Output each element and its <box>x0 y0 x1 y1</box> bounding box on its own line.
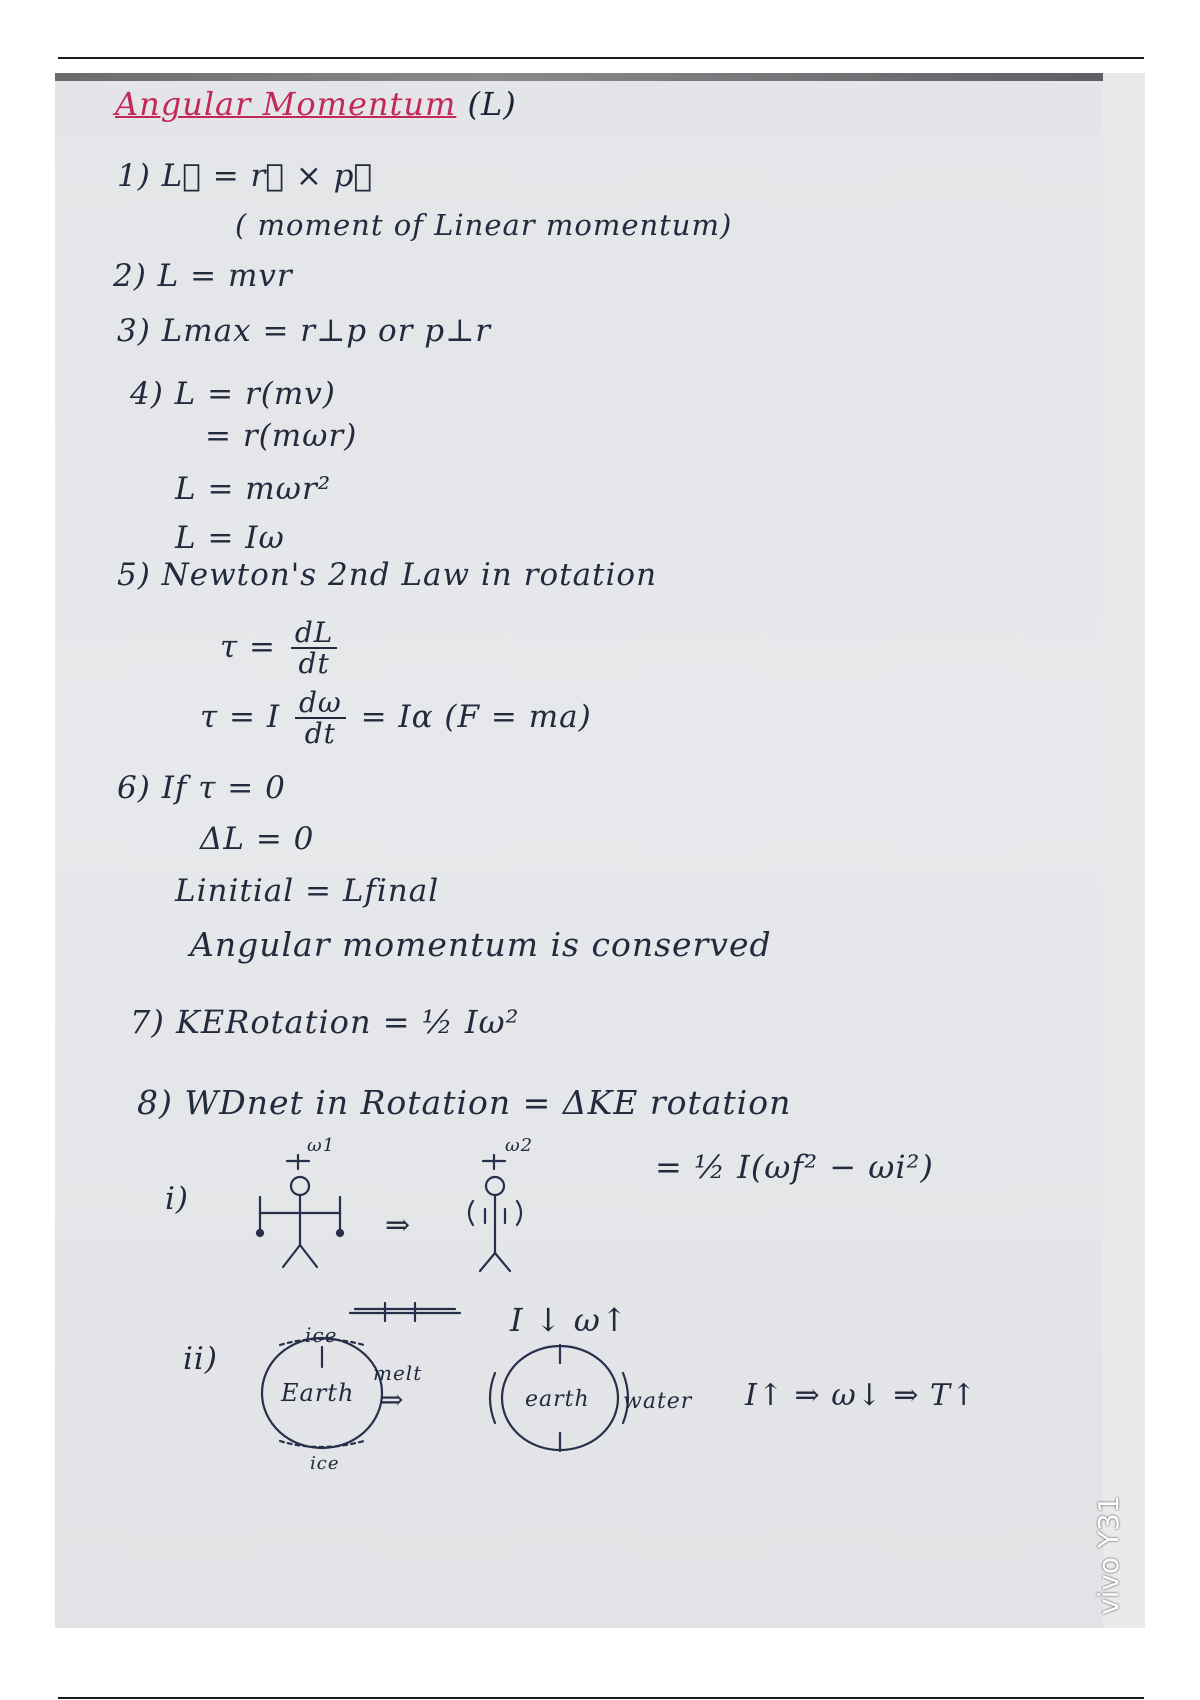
example-2-earth-1: Earth <box>281 1379 355 1407</box>
example-2-ice-top: ice <box>305 1323 338 1347</box>
item-8-expansion: = ½ I(ωf² − ωi²) <box>655 1148 934 1186</box>
item-5b-pre: τ = I <box>200 698 281 735</box>
item-8-formula: 8) WDnet in Rotation = ΔKE rotation <box>137 1083 792 1122</box>
item-5-denominator: dt <box>298 647 330 681</box>
example-1-omega2: ω2 <box>505 1135 534 1156</box>
item-4-line-a: 4) L = r(mv) <box>130 376 336 412</box>
skater-arms-out-sketch <box>257 1155 343 1267</box>
struck-out-scribble <box>350 1303 460 1321</box>
top-rule <box>58 57 1144 59</box>
example-1-result: I ↓ ω↑ <box>510 1301 629 1339</box>
item-6-conclusion: Angular momentum is conserved <box>190 925 772 964</box>
example-2-earth-2: earth <box>525 1387 590 1412</box>
item-4-line-c: L = mωr² <box>175 471 332 507</box>
item-5-heading: 5) Newton's 2nd Law in rotation <box>117 557 658 593</box>
bottom-rule <box>58 1697 1144 1699</box>
item-7-formula: 7) KERotation = ½ Iω² <box>130 1003 520 1041</box>
item-1-note: ( moment of Linear momentum) <box>235 208 733 242</box>
item-4-line-b: = r(mωr) <box>205 418 358 454</box>
skater-arms-in-sketch <box>469 1155 521 1271</box>
example-2-melt: melt <box>373 1361 423 1385</box>
title-text: Angular Momentum <box>115 85 457 123</box>
example-2-result: I↑ ⇒ ω↓ ⇒ T↑ <box>745 1378 978 1413</box>
example-1-omega1: ω1 <box>307 1135 336 1156</box>
example-2-label: ii) <box>183 1341 218 1377</box>
item-5b-post: = Iα (F = ma) <box>360 698 592 735</box>
hand-sketches <box>55 73 1145 1628</box>
example-1-label: i) <box>165 1181 190 1217</box>
item-5-numerator: dL <box>291 618 338 649</box>
item-3-formula: 3) Lmax = r⊥p or p⊥r <box>117 313 492 349</box>
example-2-water: water <box>623 1389 693 1414</box>
example-2-ice-bottom: ice <box>310 1453 340 1474</box>
item-6-equality: Linitial = Lfinal <box>175 873 440 909</box>
item-2-formula: 2) L = mvr <box>113 258 293 294</box>
item-6-condition: 6) If τ = 0 <box>117 770 286 806</box>
item-5b-denominator: dt <box>304 717 336 751</box>
item-4-line-d: L = Iω <box>175 520 285 556</box>
camera-watermark: vivo Y31 <box>1092 1495 1125 1615</box>
item-6-delta: ΔL = 0 <box>200 821 315 857</box>
example-2-arrow: ⇒ <box>380 1383 405 1416</box>
item-1-formula: 1) L⃗ = r⃗ × p⃗ <box>117 158 374 194</box>
item-5-tau: τ = <box>220 628 276 665</box>
notebook-photo <box>55 73 1145 1628</box>
item-5b-numerator: dω <box>295 688 346 719</box>
title-suffix: (L) <box>467 85 517 123</box>
water-ring-left <box>490 1373 495 1423</box>
example-1-arrow: ⇒ <box>385 1208 412 1243</box>
